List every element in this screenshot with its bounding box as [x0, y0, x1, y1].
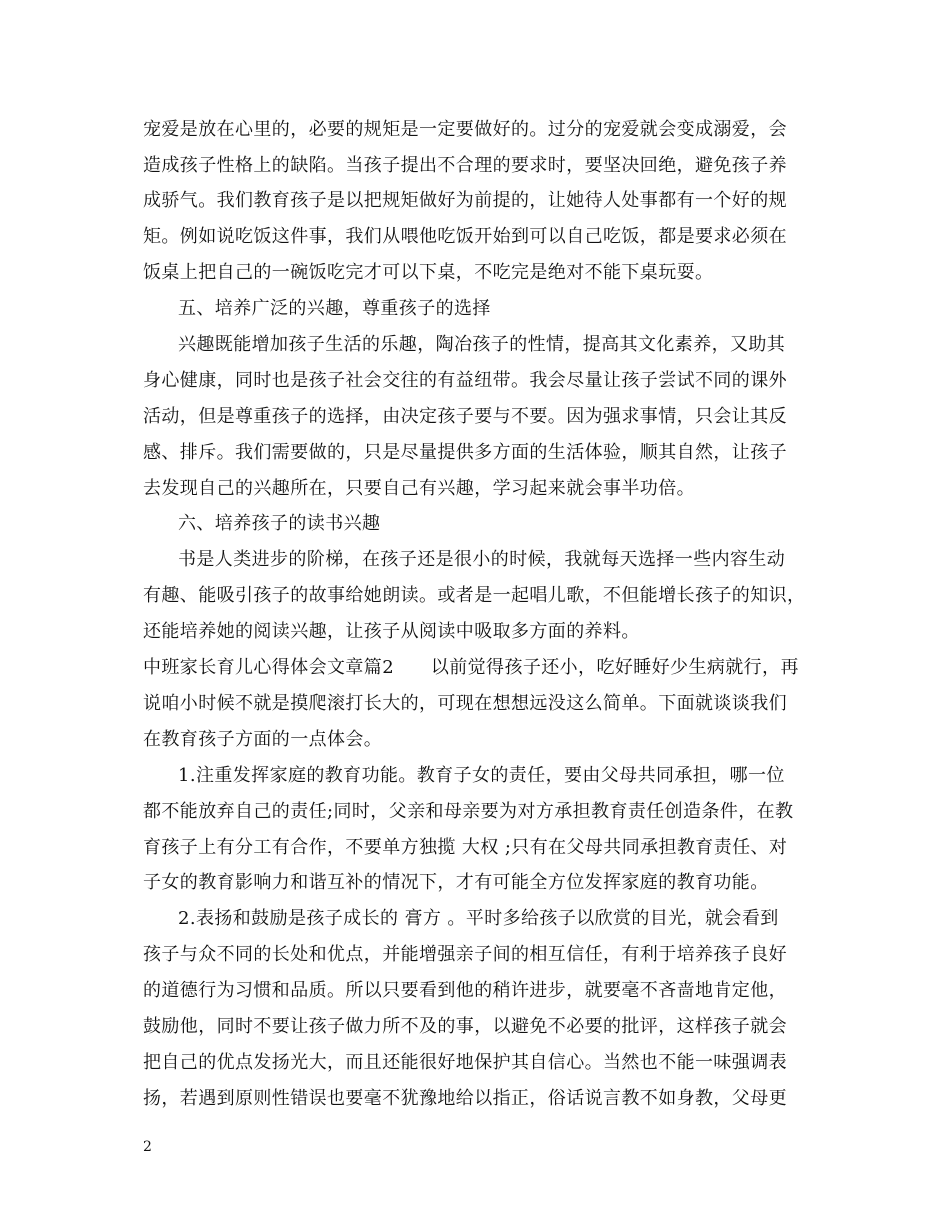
article-title-line: 中班家长育儿心得体会文章篇2 以前觉得孩子还小，吃好睡好少生病就行，再 — [143, 657, 799, 678]
page-number: 2 — [143, 1139, 152, 1155]
text-line: 孩子与众不同的长处和优点，并能增强亲子间的相互信任，有利于培养孩子良好 — [143, 944, 787, 965]
text-line: 身心健康，同时也是孩子社会交往的有益纽带。我会尽量让孩子尝试不同的课外 — [143, 370, 787, 391]
text-line: 的道德行为习惯和品质。所以只要看到他的稍许进步，就要毫不吝啬地肯定他， — [143, 980, 787, 1001]
text-line: 宠爱是放在心里的，必要的规矩是一定要做好的。过分的宠爱就会变成溺爱，会 — [143, 119, 787, 140]
text-line: 还能培养她的阅读兴趣，让孩子从阅读中吸取多方面的养料。 — [143, 621, 640, 642]
text-line: 说咱小时候不就是摸爬滚打长大的，可现在想想远没这么简单。下面就谈谈我们 — [143, 693, 787, 714]
section-heading: 六、培养孩子的读书兴趣 — [178, 513, 381, 534]
text-line: 感、排斥。我们需要做的，只是尽量提供多方面的生活体验，顺其自然，让孩子 — [143, 442, 787, 463]
text-line: 矩。例如说吃饭这件事，我们从喂他吃饭开始到可以自己吃饭，都是要求必须在 — [143, 226, 787, 247]
text-line: 饭桌上把自己的一碗饭吃完才可以下桌，不吃完是绝对不能下桌玩耍。 — [143, 262, 714, 283]
text-line: 子女的教育影响力和谐互补的情况下，才有可能全方位发挥家庭的教育功能。 — [143, 872, 769, 893]
text-line: 都不能放弃自己的责任;同时，父亲和母亲要为对方承担教育责任创造条件，在教 — [143, 801, 794, 822]
text-line: 育孩子上有分工有合作，不要单方独揽 大权 ;只有在父母共同承担教育责任、对 — [143, 837, 788, 858]
text-line: 兴趣既能增加孩子生活的乐趣，陶冶孩子的性情，提高其文化素养，又助其 — [178, 334, 786, 355]
text-line: 有趣、能吸引孩子的故事给她朗读。或者是一起唱儿歌，不但能增长孩子的知识， — [143, 585, 806, 606]
text-line: 把自己的优点发扬光大，而且还能很好地保护其自信心。当然也不能一味强调表 — [143, 1052, 787, 1073]
text-line: 2.表扬和鼓励是孩子成长的 膏方 。平时多给孩子以欣赏的目光，就会看到 — [178, 908, 779, 929]
section-heading: 五、培养广泛的兴趣，尊重孩子的选择 — [178, 298, 491, 319]
text-line: 去发现自己的兴趣所在，只要自己有兴趣，学习起来就会事半功倍。 — [143, 478, 695, 499]
text-line: 1.注重发挥家庭的教育功能。教育子女的责任，要由父母共同承担，哪一位 — [178, 765, 785, 786]
text-line: 书是人类进步的阶梯，在孩子还是很小的时候，我就每天选择一些内容生动 — [178, 549, 786, 570]
text-line: 活动，但是尊重孩子的选择，由决定孩子要与不要。因为强求事情，只会让其反 — [143, 406, 787, 427]
text-line: 扬，若遇到原则性错误也要毫不犹豫地给以指正，俗话说言教不如身教，父母更 — [143, 1088, 787, 1109]
text-line: 鼓励他，同时不要让孩子做力所不及的事，以避免不必要的批评，这样孩子就会 — [143, 1016, 787, 1037]
text-line: 在教育孩子方面的一点体会。 — [143, 729, 383, 750]
text-line: 造成孩子性格上的缺陷。当孩子提出不合理的要求时，要坚决回绝，避免孩子养 — [143, 155, 787, 176]
text-line: 成骄气。我们教育孩子是以把规矩做好为前提的，让她待人处事都有一个好的规 — [143, 190, 787, 211]
